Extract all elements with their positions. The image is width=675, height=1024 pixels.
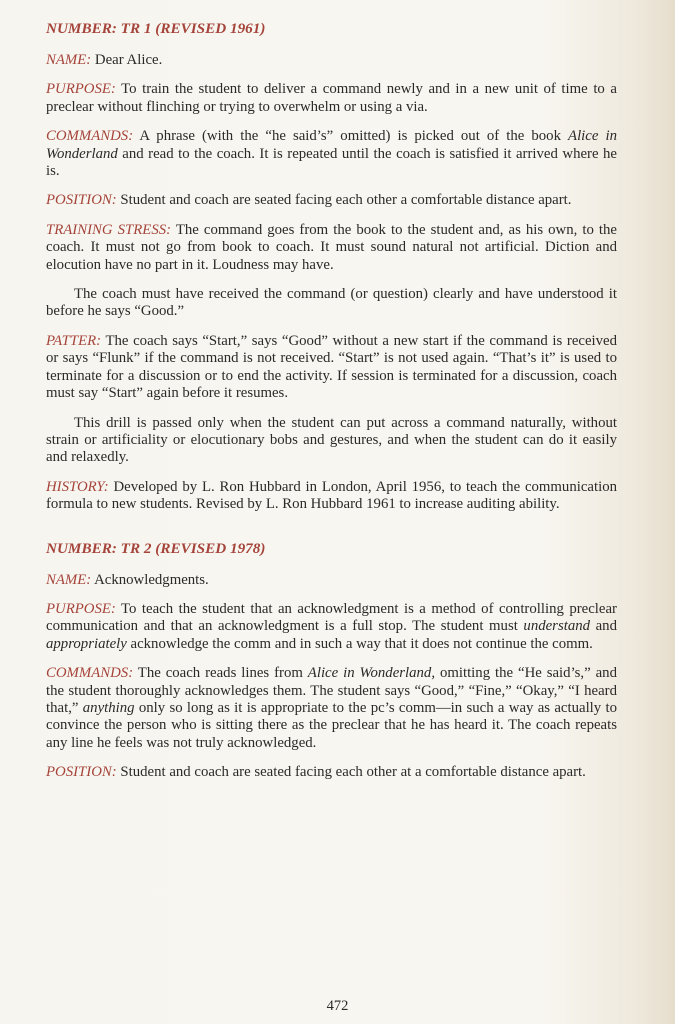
- tr1-position-text: Student and coach are seated facing each other a comfortable distance apart.: [116, 192, 572, 209]
- tr1-purpose-label: PURPOSE:: [46, 81, 116, 98]
- tr1-history-label: HISTORY:: [46, 478, 109, 495]
- tr2-name: [46, 572, 617, 589]
- tr2-commands-text-2: omitting the “He said’s,” and the student thoroughly acknowledges them. The student says “Good,” “Fine,” “Okay,” “I heard that,”: [46, 665, 617, 716]
- tr2-commands: [46, 665, 617, 752]
- tr1-history: [46, 479, 617, 514]
- tr2-purpose-text-2: and: [590, 618, 617, 635]
- tr2-purpose-text-1: To teach the student that an acknowledgment is a method of controlling preclear communication and that an acknowledgment is a full stop. The student must: [46, 600, 617, 635]
- tr1-training-stress: [46, 222, 617, 274]
- tr1-name: [46, 52, 617, 69]
- tr2-purpose-italic-1: understand: [523, 618, 591, 635]
- tr2-commands-text-3: only so long as it is appropriate to the pc’s comm—in such a way as actually to convince the person who is sitting there as the preclear that he has heard it. The coach repeats any line he feels was not truly acknowledged.: [46, 699, 618, 751]
- tr1-stress-text: The command goes from the book to the student and, as his own, to the coach. It must not go from book to coach. It must sound natural not artificial. Diction and elocution have no part in it. Loudness may have.: [46, 221, 618, 273]
- tr2-commands-italic-2: anything: [82, 699, 135, 716]
- tr2-purpose-italic-2: appropriately: [46, 635, 127, 652]
- tr2-heading: NUMBER: TR 2 (REVISED 1978): [46, 539, 266, 557]
- tr2-name-label: NAME:: [46, 571, 92, 588]
- tr1-position-label: POSITION:: [46, 192, 117, 209]
- tr1-patter-paragraph-2: This drill is passed only when the student can put across a command naturally, without strain or artificiality or elocutionary bobs and gestures, and when the student can do it easily and relaxedly.: [46, 414, 617, 466]
- tr2-position: [46, 764, 617, 781]
- tr1-patter-label: PATTER:: [46, 332, 102, 349]
- tr1-commands: [46, 128, 617, 180]
- tr1-stress-paragraph-2: The coach must have received the command (or question) clearly and have understood it before he says “Good.”: [46, 286, 617, 320]
- tr1-patter-text: The coach says “Start,” says “Good” without a new start if the command is received or says “Flunk” if the command is not received. “Start” is not used again. “That’s it” is used to terminate for a discussion or to end the activity. If session is terminated for a discussion, coach must say “Start” again before it resumes.: [46, 332, 617, 402]
- tr1-commands-italic: Alice in Wonderland: [46, 128, 617, 162]
- tr1-history-text: Developed by L. Ron Hubbard in London, April 1956, to teach the communication formula to new students. Revised by L. Ron Hubbard 1961 to increase auditing ability.: [46, 478, 617, 513]
- tr2-name-text: Acknowledgments.: [91, 571, 209, 588]
- tr2-position-text: Student and coach are seated facing each other at a comfortable distance apart.: [116, 764, 586, 781]
- tr1-commands-text-2: and read to the coach. It is repeated until the coach is satisfied it arrived where he is.: [46, 145, 617, 180]
- tr1-purpose-text: To train the student to deliver a command newly and in a new unit of time to a preclear without flinching or trying to overwhelm or using a via.: [46, 81, 617, 115]
- tr2-commands-italic-1: Alice in Wonderland,: [307, 665, 436, 682]
- tr1-patter: [46, 333, 617, 403]
- tr1-stress-label: TRAINING STRESS:: [46, 221, 172, 238]
- tr1-name-label: NAME:: [46, 52, 92, 68]
- tr1-position: [46, 192, 617, 209]
- tr2-purpose: [46, 601, 617, 653]
- tr2-commands-text-1: The coach reads lines from: [133, 665, 308, 682]
- tr2-purpose-text-3: acknowledge the comm and in such a way that it does not continue the comm.: [126, 635, 593, 652]
- tr2-commands-label: COMMANDS:: [46, 665, 134, 682]
- tr2-position-label: POSITION:: [46, 764, 117, 781]
- tr1-commands-label: COMMANDS:: [46, 128, 134, 145]
- page-number: 472: [326, 998, 349, 1014]
- tr1-commands-text-1: A phrase (with the “he said’s” omitted) is picked out of the book: [133, 128, 569, 145]
- tr1-name-text: Dear Alice.: [91, 52, 163, 68]
- tr1-purpose: [46, 81, 617, 116]
- tr1-heading: NUMBER: TR 1 (REVISED 1961): [46, 20, 266, 37]
- tr2-purpose-label: PURPOSE:: [46, 600, 116, 617]
